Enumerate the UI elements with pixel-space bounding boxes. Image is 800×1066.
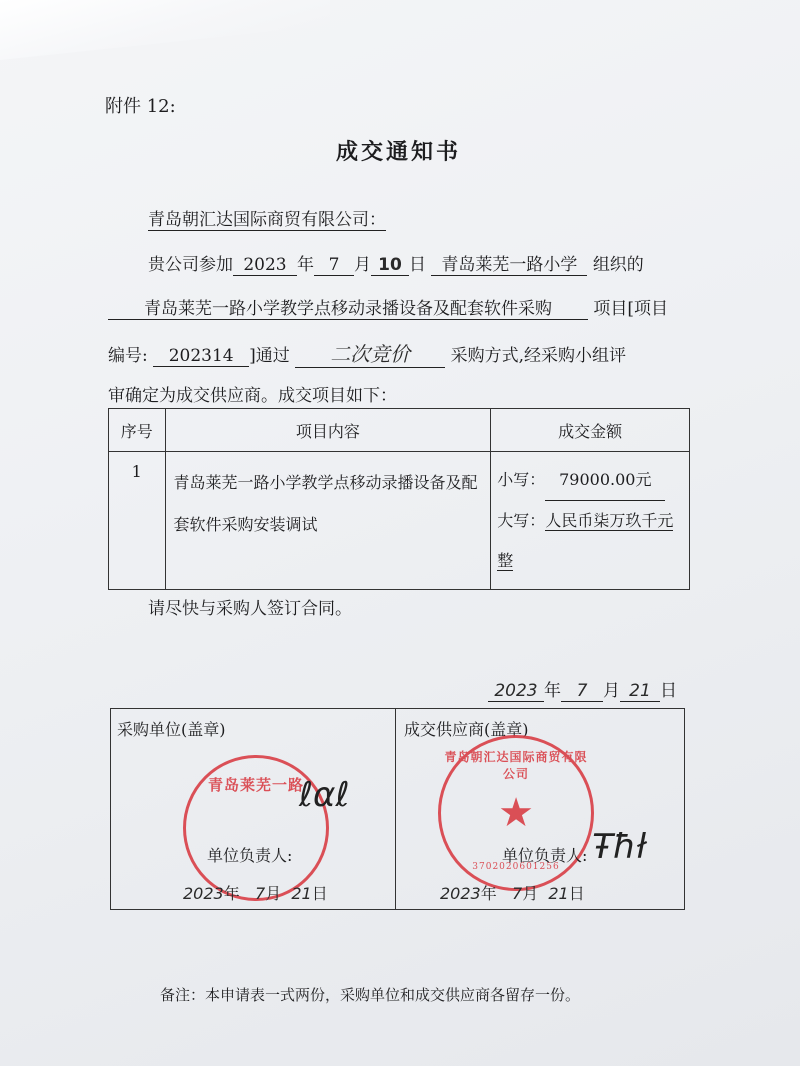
purchaser-signature: ℓαℓ [299,775,350,815]
supplier-responsible-label: 单位负责人: [502,846,588,865]
purchaser-date: 2023年 7月 21日 [183,884,328,903]
supplier-date: 2023年 7月 21日 [440,884,585,903]
seal-star-icon: ★ [498,790,534,836]
row-content: 青岛莱芜一路小学教学点移动录播设备及配套软件采购安装调试 [165,452,491,590]
recipient-company: 青岛朝汇达国际商贸有限公司： [148,205,386,231]
body-line-4: 审确定为成交供应商。成交项目如下： [108,386,397,406]
table-header-row [109,409,690,452]
supplier-sign-box [395,708,685,910]
purchaser-seal: 青岛莱芜一路 [183,755,329,901]
footnote: 备注：本申请表一式两份，采购单位和成交供应商各留存一份。 [160,986,581,1004]
deal-table [108,408,690,590]
header-content: 项目内容 [165,409,491,452]
purchaser-label: 采购单位(盖章) [117,720,226,739]
body-line-1: 贵公司参加 2023 年 7 月 10 日 青岛莱芜一路小学 组织的 [148,250,644,276]
supplier-signature: Ŧħł [592,827,647,867]
row-amount: 小写： 79000.00元 大写：人民币柒万玖千元整 [491,452,690,590]
document-title: 成交通知书 [336,139,462,165]
purchaser-responsible-label: 单位负责人: [207,846,293,865]
purchaser-sign-box [110,708,396,910]
supplier-seal: 青岛朝汇达国际商贸有限公司 ★ 3702020601256 [438,735,594,891]
body-line-2: 青岛莱芜一路小学教学点移动录播设备及配套软件采购 项目[项目 [108,294,668,320]
supplier-label: 成交供应商(盖章) [404,720,529,739]
attachment-label: 附件 12: [105,96,176,117]
row-index: 1 [109,452,166,590]
body-line-3: 编号: 202314 ]通过 二次竞价 采购方式,经采购小组评 [108,338,626,368]
header-amount: 成交金额 [491,409,690,452]
notice-date: 2023 年 7 月 21 日 [488,676,677,702]
table-row [109,452,690,590]
instruction-text: 请尽快与采购人签订合同。 [148,599,352,619]
header-index: 序号 [109,409,166,452]
